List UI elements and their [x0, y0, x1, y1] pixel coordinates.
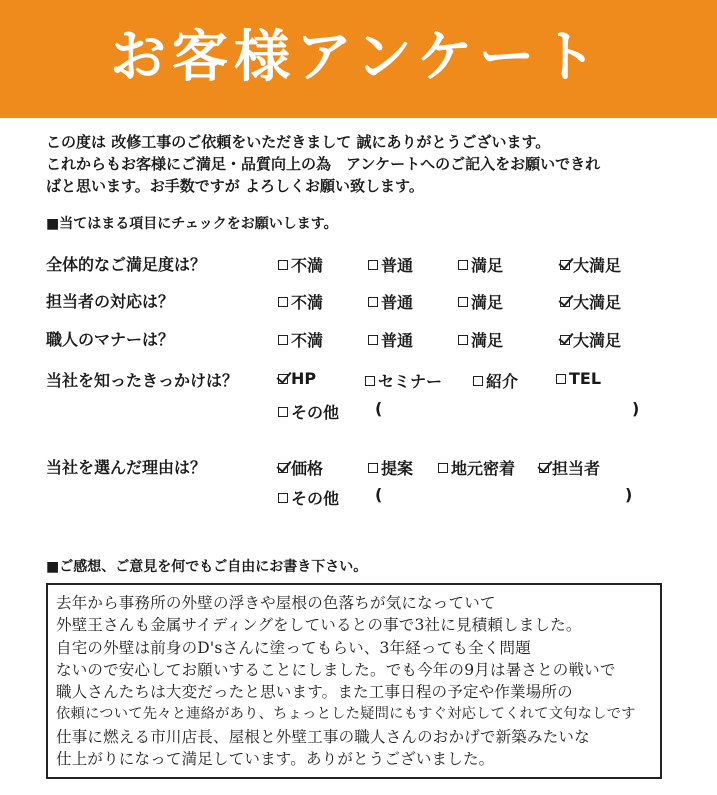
checkbox-checked[interactable]	[278, 463, 288, 473]
option-price[interactable]: 価格	[278, 456, 323, 479]
comment-line: 去年から事務所の外壁の浮きや屋根の色落ちが気になっていて	[56, 594, 496, 612]
comment-line: 依頼について先々と連絡があり、ちょっとした疑問にもすぐ対応してくれて文句なしです	[56, 706, 636, 723]
comment-line: 仕事に燃える市川店長、屋根と外壁工事の職人さんのおかげで新築みたいな	[56, 727, 590, 746]
intro-line: これからもお客様にご満足・品質向上の為 アンケートへのご記入をお願いできれ	[46, 155, 601, 173]
checkbox[interactable]	[368, 260, 378, 270]
comment-line: ないので安心してお願いすることにしました。でも今年の9月は暑さとの戦いで	[56, 660, 616, 679]
option-very-satisfied[interactable]: 大満足	[560, 290, 621, 313]
other-paren-close: )	[632, 399, 640, 418]
checkbox[interactable]	[368, 463, 378, 473]
checkbox[interactable]	[458, 260, 468, 270]
option-hp[interactable]: HP	[278, 369, 316, 388]
intro-line: ばと思います。お手数ですが よろしくお願い致します。	[46, 177, 424, 195]
checkbox[interactable]	[278, 260, 288, 270]
option-other[interactable]: その他	[278, 400, 339, 423]
checkbox-checked[interactable]	[539, 463, 549, 473]
option-local[interactable]: 地元密着	[438, 456, 515, 479]
checkbox[interactable]	[278, 335, 288, 345]
question-staff-response: 担当者の対応は？	[46, 292, 175, 311]
option-staff[interactable]: 担当者	[539, 456, 600, 479]
page-title: お客様アンケート	[110, 25, 603, 90]
option-neutral[interactable]: 普通	[368, 328, 413, 351]
checklist-heading: ■当てはまる項目にチェックをお願いします。	[46, 216, 338, 232]
checkbox[interactable]	[473, 376, 483, 386]
option-other[interactable]: その他	[278, 486, 339, 509]
comment-line: 職人さんたちは大変だったと思います。また工事日程の予定や作業場所の	[56, 683, 573, 702]
question-overall-satisfaction: 全体的なご満足度は？	[46, 255, 207, 274]
checkbox[interactable]	[556, 374, 566, 384]
header-banner	[0, 0, 717, 118]
option-satisfied[interactable]: 満足	[458, 253, 503, 276]
option-tel[interactable]: TEL	[556, 369, 601, 388]
checkbox-checked[interactable]	[560, 335, 570, 345]
other-paren-open: (	[375, 485, 383, 504]
question-why-chosen: 当社を選んだ理由は？	[46, 458, 207, 477]
option-proposal[interactable]: 提案	[368, 456, 413, 479]
option-seminar[interactable]: セミナー	[365, 369, 442, 392]
intro-text	[46, 131, 686, 197]
option-very-satisfied[interactable]: 大満足	[560, 328, 621, 351]
checkbox-checked[interactable]	[278, 374, 288, 384]
checkbox[interactable]	[458, 297, 468, 307]
handwritten-comment	[56, 592, 656, 770]
option-very-satisfied[interactable]: 大満足	[560, 253, 621, 276]
checkbox[interactable]	[278, 297, 288, 307]
checkbox[interactable]	[458, 335, 468, 345]
option-dissatisfied[interactable]: 不満	[278, 253, 323, 276]
checkbox[interactable]	[438, 463, 448, 473]
checkbox[interactable]	[278, 493, 288, 503]
checkbox[interactable]	[368, 335, 378, 345]
checkbox[interactable]	[368, 297, 378, 307]
other-paren-close: )	[625, 485, 633, 504]
option-satisfied[interactable]: 満足	[458, 328, 503, 351]
intro-line: この度は 改修工事のご依頼をいただきまして 誠にありがとうございます。	[46, 133, 551, 151]
question-how-found: 当社を知ったきっかけは？	[46, 371, 239, 390]
comment-line: 自宅の外壁は前身のD'sさんに塗ってもらい、3年経っても全く問題	[56, 638, 531, 657]
option-neutral[interactable]: 普通	[368, 253, 413, 276]
checkbox[interactable]	[365, 376, 375, 386]
option-neutral[interactable]: 普通	[368, 290, 413, 313]
checkbox-checked[interactable]	[560, 260, 570, 270]
option-dissatisfied[interactable]: 不満	[278, 290, 323, 313]
option-referral[interactable]: 紹介	[473, 369, 518, 392]
option-satisfied[interactable]: 満足	[458, 290, 503, 313]
comments-heading: ■ご感想、ご意見を何でもご自由にお書き下さい。	[46, 559, 368, 575]
comment-line: 外壁王さんも金属サイディングをしているとの事で3社に見積頼しました。	[56, 616, 582, 635]
question-craftsman-manners: 職人のマナーは？	[46, 330, 175, 349]
checkbox[interactable]	[278, 407, 288, 417]
comment-line: 仕上がりになって満足しています。ありがとうございました。	[56, 750, 495, 769]
other-paren-open: (	[375, 399, 383, 418]
option-dissatisfied[interactable]: 不満	[278, 328, 323, 351]
checkbox-checked[interactable]	[560, 297, 570, 307]
